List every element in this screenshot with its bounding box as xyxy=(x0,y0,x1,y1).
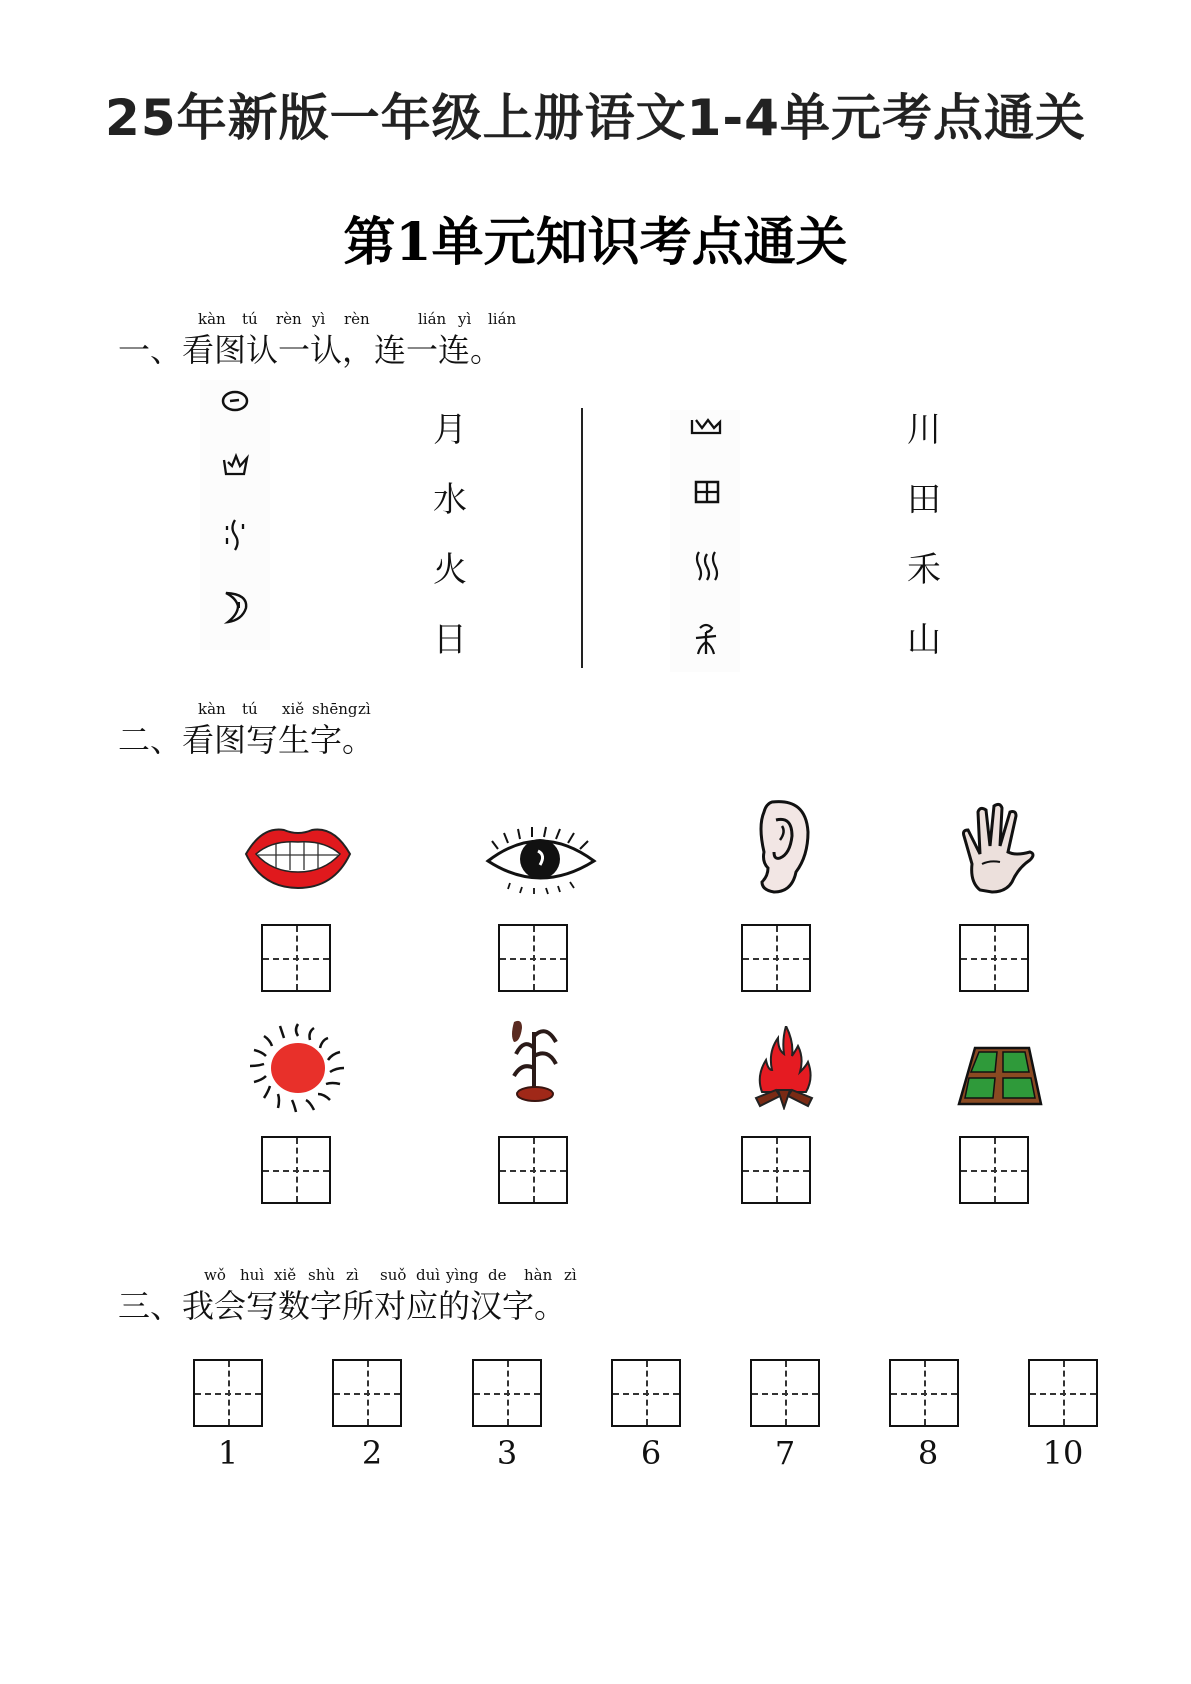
hanzi-option[interactable]: 山 xyxy=(907,620,941,660)
pinyin: zì xyxy=(346,1266,359,1284)
oracle-fire-icon[interactable] xyxy=(220,450,250,480)
writing-box-number-1[interactable] xyxy=(193,1359,263,1427)
oracle-field-icon[interactable] xyxy=(694,480,720,504)
pinyin: rèn xyxy=(344,310,370,328)
number-label: 8 xyxy=(917,1434,939,1472)
writing-box-ear[interactable] xyxy=(741,924,811,992)
pinyin: lián xyxy=(488,310,517,328)
question-text: 看图写生字。 xyxy=(182,721,375,759)
sun-icon xyxy=(246,1020,350,1114)
writing-box-number-2[interactable] xyxy=(332,1359,402,1427)
pinyin: shù xyxy=(308,1266,336,1284)
oracle-grain-icon[interactable] xyxy=(694,622,720,656)
field-icon xyxy=(957,1046,1043,1106)
oracle-moon-icon[interactable] xyxy=(222,590,250,624)
pinyin: zì xyxy=(358,700,371,718)
writing-box-sun[interactable] xyxy=(261,1136,331,1204)
writing-box-number-10[interactable] xyxy=(1028,1359,1098,1427)
document-title: 25年新版一年级上册语文1-4单元考点通关 xyxy=(105,89,1086,147)
eye-icon xyxy=(484,825,598,895)
question-number: 三、 xyxy=(118,1287,183,1325)
question-2-heading xyxy=(118,700,518,760)
pinyin: xiě xyxy=(282,700,305,718)
pinyin: xiě xyxy=(274,1266,297,1284)
writing-box-mouth[interactable] xyxy=(261,924,331,992)
question-text: 看图认一认，连一连。 xyxy=(182,331,503,369)
pinyin: kàn xyxy=(198,700,226,718)
oracle-water-icon[interactable] xyxy=(224,518,246,552)
pinyin: yì xyxy=(458,310,472,328)
oracle-glyph-column-right xyxy=(670,410,740,672)
pinyin: zì xyxy=(564,1266,577,1284)
number-label: 1 xyxy=(217,1434,239,1472)
oracle-sun-icon[interactable] xyxy=(220,388,250,414)
hanzi-option[interactable]: 月 xyxy=(433,410,467,450)
writing-box-number-3[interactable] xyxy=(472,1359,542,1427)
fire-icon xyxy=(752,1026,816,1110)
writing-box-number-7[interactable] xyxy=(750,1359,820,1427)
number-label: 2 xyxy=(361,1434,383,1472)
pinyin: tú xyxy=(242,700,258,718)
hanzi-option[interactable]: 火 xyxy=(433,550,467,590)
pinyin: yì xyxy=(312,310,326,328)
column-divider xyxy=(581,408,583,668)
hand-icon xyxy=(960,802,1036,894)
pinyin: tú xyxy=(242,310,258,328)
number-label: 10 xyxy=(1042,1434,1084,1472)
writing-box-hand[interactable] xyxy=(959,924,1029,992)
hanzi-option[interactable]: 川 xyxy=(907,410,941,450)
writing-box-fire[interactable] xyxy=(741,1136,811,1204)
pinyin: wǒ xyxy=(204,1266,226,1284)
question-number: 二、 xyxy=(118,721,183,759)
pinyin: shēng xyxy=(312,700,358,718)
writing-box-number-8[interactable] xyxy=(889,1359,959,1427)
question-1-heading xyxy=(118,310,618,370)
question-number: 一、 xyxy=(118,331,183,369)
oracle-glyph-column-left xyxy=(200,380,270,650)
oracle-river-icon[interactable] xyxy=(694,550,720,582)
question-text: 我会写数字所对应的汉字。 xyxy=(182,1287,567,1325)
pinyin: yìng xyxy=(446,1266,479,1284)
unit-title: 第1单元知识考点通关 xyxy=(343,212,848,273)
ear-icon xyxy=(752,796,812,896)
pinyin: rèn xyxy=(276,310,302,328)
hanzi-option[interactable]: 水 xyxy=(433,480,467,520)
pinyin: de xyxy=(488,1266,507,1284)
hanzi-option[interactable]: 日 xyxy=(433,620,467,660)
hanzi-option[interactable]: 禾 xyxy=(907,550,941,590)
number-label: 3 xyxy=(496,1434,518,1472)
number-label: 6 xyxy=(640,1434,662,1472)
grain-plant-icon xyxy=(506,1018,564,1104)
pinyin: hàn xyxy=(524,1266,553,1284)
pinyin: duì xyxy=(416,1266,441,1284)
pinyin: huì xyxy=(240,1266,265,1284)
question-3-heading xyxy=(118,1266,678,1326)
pinyin: kàn xyxy=(198,310,226,328)
hanzi-option[interactable]: 田 xyxy=(907,480,941,520)
writing-box-number-6[interactable] xyxy=(611,1359,681,1427)
oracle-mountain-icon[interactable] xyxy=(690,416,722,436)
pinyin: suǒ xyxy=(380,1266,407,1284)
mouth-icon xyxy=(242,820,354,892)
writing-box-eye[interactable] xyxy=(498,924,568,992)
pinyin: lián xyxy=(418,310,447,328)
number-label: 7 xyxy=(774,1434,796,1472)
writing-box-field[interactable] xyxy=(959,1136,1029,1204)
writing-box-grain[interactable] xyxy=(498,1136,568,1204)
